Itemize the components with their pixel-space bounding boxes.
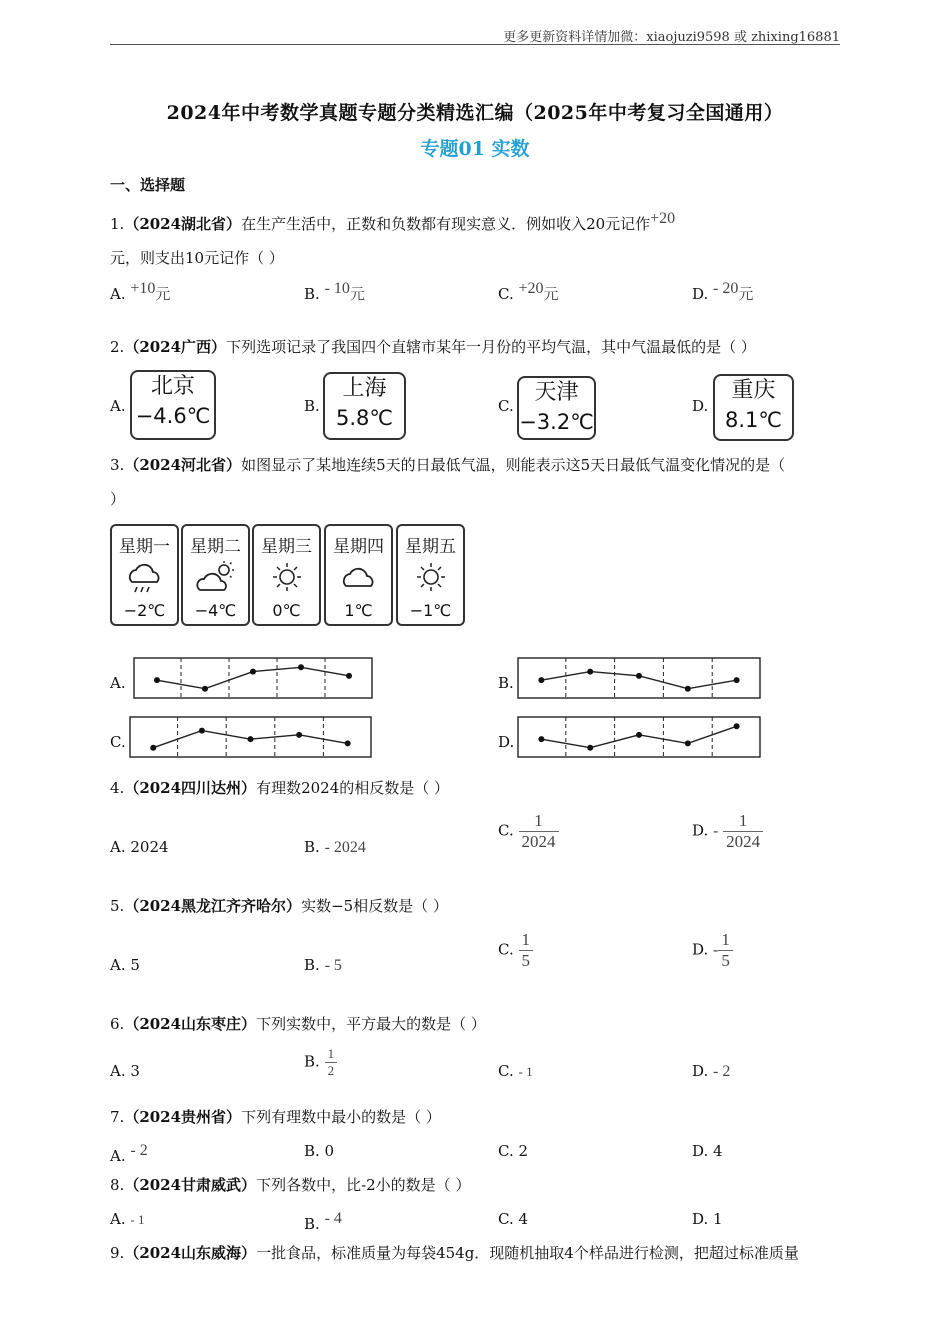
data-point [345, 740, 351, 746]
city-card-beijing[interactable]: 北京 −4.6℃ [130, 370, 216, 440]
question-4: 4.（2024四川达州）有理数2024的相反数是（ ） [110, 779, 450, 797]
data-point [587, 745, 593, 751]
option-b-label[interactable]: B. [304, 397, 320, 415]
data-point [248, 736, 254, 742]
option-c[interactable]: C. $\frac{1}{5}$ [498, 930, 533, 971]
question-text-tail: 元，则支出10元记作（ ） [110, 249, 284, 267]
city-card-tianjin[interactable]: 天津 −3.2℃ [517, 376, 596, 440]
option-a[interactable]: A. $^{- 2}$ [110, 1142, 148, 1165]
city-card-shanghai[interactable]: 上海 5.8℃ [323, 372, 406, 440]
data-point [202, 686, 208, 692]
question-2: 2.（2024广西）下列选项记录了我国四个直辖市某年一月份的平均气温，其中气温最低的是（ ） [110, 338, 756, 356]
option-a[interactable]: A. 2024 [110, 838, 169, 856]
chart-a-label[interactable]: A. [110, 674, 126, 692]
option-a-label[interactable]: A. [110, 397, 126, 415]
document-title: 2024年中考数学真题专题分类精选汇编（2025年中考复习全国通用） [166, 102, 784, 124]
option-c[interactable]: C. 2 [498, 1142, 529, 1160]
data-point [346, 673, 352, 679]
sun-icon [410, 560, 452, 596]
option-d[interactable]: D. $^{- 20}$元 [692, 280, 754, 303]
data-point [685, 686, 691, 692]
option-b[interactable]: B. - 2024 [304, 838, 366, 856]
header-note: 更多更新资料详情加微：xiaojuzi9598 或 zhixing16881 [503, 30, 840, 45]
option-a[interactable]: A. - 1 [110, 1210, 145, 1228]
data-point [298, 664, 304, 670]
data-point [587, 669, 593, 675]
weather-card-mon: 星期一 −2℃ [110, 524, 179, 626]
option-c[interactable]: C. $^{+20}$元 [498, 280, 559, 303]
data-point [538, 736, 544, 742]
weather-card-fri: 星期五 −1℃ [396, 524, 465, 626]
weather-card-tue: 星期二 −4℃ [181, 524, 250, 626]
data-point [154, 677, 160, 683]
option-c[interactable]: C. 4 [498, 1210, 529, 1228]
question-math: +20 [650, 210, 676, 227]
chart-d-label[interactable]: D. [498, 733, 515, 751]
option-d[interactable]: D. - 2 [692, 1062, 731, 1080]
chart-c-label[interactable]: C. [110, 733, 126, 751]
question-1 [110, 202, 845, 275]
cloud-icon [338, 560, 380, 596]
partly-cloudy-icon [195, 560, 237, 596]
line-chart-b[interactable] [517, 657, 761, 699]
data-point [250, 669, 256, 675]
data-point [685, 740, 691, 746]
question-8: 8.（2024甘肃威武）下列各数中，比-2小的数是（ ） [110, 1176, 471, 1194]
question-5: 5.（2024黑龙江齐齐哈尔）实数−5相反数是（ ） [110, 897, 448, 915]
question-7: 7.（2024贵州省）下列有理数中最小的数是（ ） [110, 1108, 441, 1126]
option-c-label[interactable]: C. [498, 397, 514, 415]
option-b[interactable]: B. $^{- 10}$元 [304, 280, 365, 303]
line-chart-c[interactable] [129, 716, 372, 758]
data-point [150, 745, 156, 751]
data-point [636, 732, 642, 738]
question-6: 6.（2024山东枣庄）下列实数中，平方最大的数是（ ） [110, 1015, 486, 1033]
option-b[interactable]: B. - 5 [304, 956, 342, 974]
question-source: （2024湖北省） [124, 215, 242, 233]
option-c[interactable]: C. - 1 [498, 1062, 533, 1080]
question-3: 3.（2024河北省）如图显示了某地连续5天的日最低气温，则能表示这5天日最低气温变化情况的是（ ） [110, 456, 786, 508]
option-d-label[interactable]: D. [692, 397, 709, 415]
option-d[interactable]: D. 1 [692, 1210, 723, 1228]
option-a[interactable]: A. $^{+10}$元 [110, 280, 171, 303]
data-point [538, 677, 544, 683]
option-a[interactable]: A. 3 [110, 1062, 140, 1080]
data-point [636, 673, 642, 679]
chart-b-label[interactable]: B. [498, 674, 514, 692]
question-9: 9.（2024山东威海）一批食品，标准质量为每袋454g．现随机抽取4个样品进行检测，把超过标准质量 [110, 1244, 799, 1262]
rain-cloud-icon [124, 560, 166, 596]
option-c[interactable]: C. $\frac{1}{2024}$ [498, 811, 559, 852]
data-point [734, 723, 740, 729]
sun-icon [266, 560, 308, 596]
option-b[interactable]: B. $\frac{1}{2}$ [304, 1046, 337, 1079]
line-chart-a[interactable] [133, 657, 373, 699]
city-card-chongqing[interactable]: 重庆 8.1℃ [713, 374, 794, 441]
question-text: 在生产生活中，正数和负数都有现实意义．例如收入20元记作 [241, 215, 651, 233]
chart-frame [134, 658, 372, 698]
option-d[interactable]: D. - $\frac{1}{5}$ [692, 930, 733, 971]
data-point [199, 728, 205, 734]
data-point [296, 732, 302, 738]
line-chart-d[interactable] [517, 716, 761, 758]
weather-card-wed: 星期三 0℃ [252, 524, 321, 626]
option-b[interactable]: B. 0 [304, 1142, 335, 1160]
option-a[interactable]: A. 5 [110, 956, 140, 974]
question-number: 1. [110, 215, 125, 233]
section-heading: 一、选择题 [110, 176, 186, 194]
weather-card-thu: 星期四 1℃ [324, 524, 393, 626]
option-d[interactable]: D. 4 [692, 1142, 723, 1160]
data-point [734, 677, 740, 683]
header-divider [110, 44, 840, 45]
option-b[interactable]: B. $^{- 4}$ [304, 1210, 342, 1233]
document-subtitle: 专题01 实数 [420, 138, 530, 160]
option-d[interactable]: D. - $\frac{1}{2024}$ [692, 811, 763, 852]
